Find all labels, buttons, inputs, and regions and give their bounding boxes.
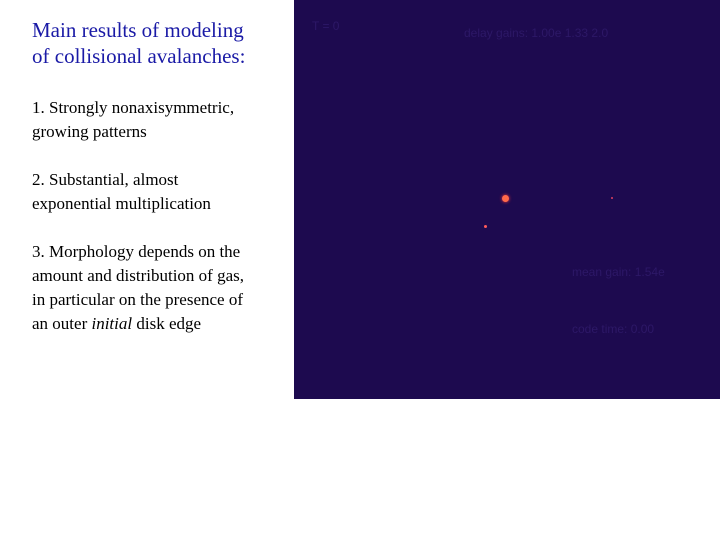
point-line: growing patterns [32,122,147,141]
panel-caption: delay gains: 1.00e 1.33 2.0 [464,26,609,40]
point-line: 1. Strongly nonaxisymmetric, [32,98,235,117]
emphasis-text: initial [91,314,133,333]
point-text: an outer [32,314,92,333]
result-point-3 [32,240,294,336]
particle [484,225,487,228]
point-line: amount and distribution of gas, [32,266,245,285]
particle [611,197,613,199]
point-line [32,312,294,336]
panel-caption: code time: 0.00 [572,322,655,336]
slide-title [32,17,292,69]
point-text: disk edge [132,314,202,333]
panel-caption: T = 0 [312,19,340,33]
result-point-1 [32,96,294,144]
point-line: exponential multiplication [32,194,211,213]
simulation-image-panel [294,0,720,399]
point-line: 2. Substantial, almost [32,170,179,189]
point-line: in particular on the presence of [32,290,243,309]
title-line: Main results of modeling [32,18,244,42]
title-line: of collisional avalanches: [32,44,246,68]
panel-caption: mean gain: 1.54e [572,265,665,279]
result-point-2 [32,168,294,216]
point-line: 3. Morphology depends on the [32,242,241,261]
bright-particle [502,195,509,202]
